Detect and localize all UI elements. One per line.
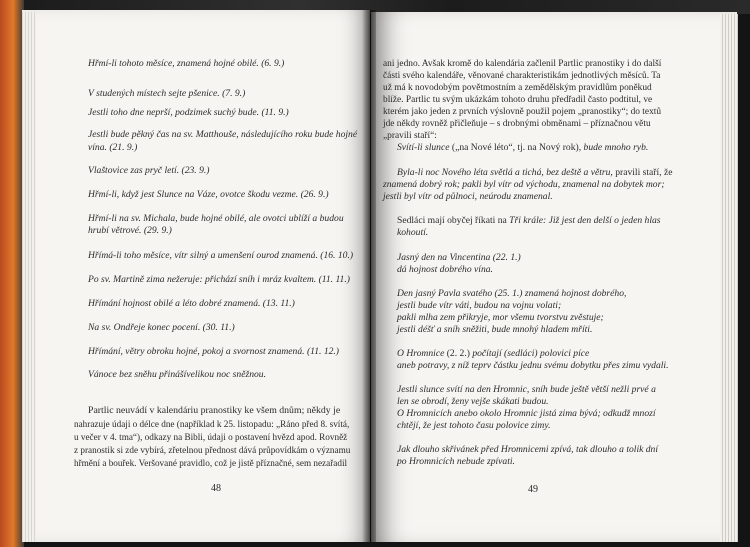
saying-line: Hřmí-li na sv. Michala, bude hojné obilé, ale ovotci ublíží a budou	[88, 213, 344, 224]
saying-line: znamená dobrý rok; pakli byl vítr od východu, znamenal na dobytek mor;	[383, 179, 665, 190]
saying-line	[397, 167, 672, 179]
saying-line: Hřmí-li, když jest Slunce na Váze, ovotce škodu vezme. (26. 9.)	[88, 189, 329, 200]
body-text-line: u večer v 4. tma“), odkazy na Bibli, údaji o postavení hvězd apod. Rovněž	[74, 432, 348, 442]
saying-line: vína. (21. 9.)	[88, 142, 138, 153]
body-text-line: kterém jako jeden z prvních výslovně použil pojem „pranostiky“; do textů	[383, 107, 662, 117]
saying-line: Jestli slunce svítí na den Hromnic, sníh bude ještě větší nežli prvé a	[397, 384, 656, 395]
saying-line: jestli byl vítr od půlnoci, neúrodu znamenal.	[383, 191, 553, 202]
saying-line: Hřímání, větry obroku hojné, pokoj a svornost znamená. (11. 12.)	[88, 346, 340, 357]
page-stack-right	[720, 14, 738, 542]
body-text-line: hřmění a bouřek. Veršované pravidlo, což je jistě příznačné, sem nezařadil	[74, 458, 348, 468]
saying-line: Jestli bude pěkný čas na sv. Matthouše, následujícího roku bude hojné	[88, 129, 358, 140]
saying-normal: (2. 2.)	[444, 348, 470, 359]
saying-line: O Hromnicích anebo okolo Hromnic jistá zima bývá; odkudž mnozí	[397, 408, 656, 419]
right-page	[371, 12, 737, 542]
saying-line: Hřímá-li toho měsíce, vítr silný a umenšení ourod znamená. (16. 10.)	[88, 250, 354, 261]
saying-line: Jasný den na Vincentina (22. 1.)	[397, 252, 521, 263]
saying-line: Vánoce bez sněhu přinášívelikou noc sněžnou.	[88, 369, 266, 380]
saying-normal: pravili staří, že	[612, 167, 673, 178]
body-text-line: už má k novodobým povětmostním a zemědělským pravidlům poněkud	[383, 83, 652, 93]
page-number: 48	[211, 483, 221, 494]
page-stack-left	[22, 12, 36, 542]
saying-line: Den jasný Pavla svatého (25. 1.) znamená hojnost dobrého,	[397, 288, 627, 299]
saying-line: Po sv. Martině zima nežeruje: přichází sníh i mráz kvaltem. (11. 11.)	[88, 274, 350, 285]
saying-line: V studených místech sejte pšenice. (7. 9.)	[88, 88, 246, 99]
background-edge-left	[0, 0, 24, 547]
saying-italic: Svítí-li slunce	[397, 142, 450, 153]
saying-italic: O Hromnice	[397, 348, 445, 359]
body-text-line: Partlic neuvádí v kalendáriu pranostiky ke všem dnům; někdy je	[88, 405, 341, 416]
saying-line: hrubí větrové. (29. 9.)	[88, 225, 172, 236]
saying-line: Jestli toho dne neprší, podzimek suchý bude. (11. 9.)	[88, 107, 289, 118]
body-text-line: části svého kalendáře, věnované charakteristikám jednotlivých měsíců. Ta	[383, 71, 661, 81]
book-gutter	[362, 10, 376, 542]
saying-line: jestli déšť a sníh sněžiti, bude mnohý hladem mříti.	[397, 324, 593, 335]
saying-line	[397, 215, 661, 227]
saying-line: chtějí, že jest tohoto času polovice zimy.	[397, 420, 551, 431]
saying-italic: bude mnoho ryb.	[583, 142, 649, 153]
saying-line: Vlaštovice zas pryč letí. (23. 9.)	[88, 165, 210, 176]
saying-line: po Hromnicích nebude zpívati.	[397, 456, 515, 467]
body-text-line: ani jedno. Avšak kromě do kalendária začlenil Partlic pranostiky i do další	[383, 59, 662, 69]
saying-line: dá hojnost dobrého vína.	[397, 264, 493, 275]
saying-line: Hřímání hojnost obilé a léto dobré znamená. (13. 11.)	[88, 298, 295, 309]
saying-line: aneb potravy, z níž teprv částku jednu svému dobytku přes zimu vydali.	[397, 360, 669, 371]
saying-italic: Tři krále: Již jest den delší o jeden hlas	[506, 215, 661, 226]
saying-line: jestli bude vítr váti, budou na vojnu volati;	[397, 300, 562, 311]
body-text-line: nahrazuje údaji o délce dne (například k 25. listopadu: „Ráno před 8. svítá,	[74, 419, 350, 429]
saying-line: len se obrodí, ženy vejše skákati budou.	[397, 396, 549, 407]
saying-line: pakli mlha zem přikryje, mor všemu tvorstvu zvěstuje;	[397, 312, 604, 323]
saying-line	[397, 348, 589, 360]
saying-line	[397, 142, 648, 154]
saying-italic: Byla-li noc Nového léta světlá a tichá, bez deště a větru,	[397, 167, 613, 178]
body-text-line: jde někdy rovněž přičleňuje – s drobnými obměnami – příznačnou větu	[383, 119, 651, 129]
saying-line: Hřmí-li tohoto měsíce, znamená hojné obilé. (6. 9.)	[88, 58, 285, 69]
page-number: 49	[528, 484, 538, 495]
saying-line: kohoutí.	[397, 227, 429, 238]
body-text-line: z pranostik si zde vybírá, zřetelnou přednost dává průpovídkám o významu	[74, 445, 351, 455]
body-text-line: „pravili staří“:	[383, 131, 437, 141]
left-page	[22, 10, 370, 542]
saying-normal: („na Nové léto“, tj. na Nový rok),	[449, 142, 582, 153]
saying-line: Na sv. Ondřeje konec pocení. (30. 11.)	[88, 322, 235, 333]
saying-line: Jak dlouho skřivánek před Hromnicemi zpívá, tak dlouho a tolik dní	[397, 444, 659, 455]
saying-italic: počítají (sedláci) polovici píce	[469, 348, 590, 359]
saying-normal: Sedláci mají obyčej říkati na	[397, 215, 507, 226]
body-text-line: blíže. Partlic tu svým ukázkám tohoto druhu předřadil často podtitul, ve	[383, 95, 653, 105]
